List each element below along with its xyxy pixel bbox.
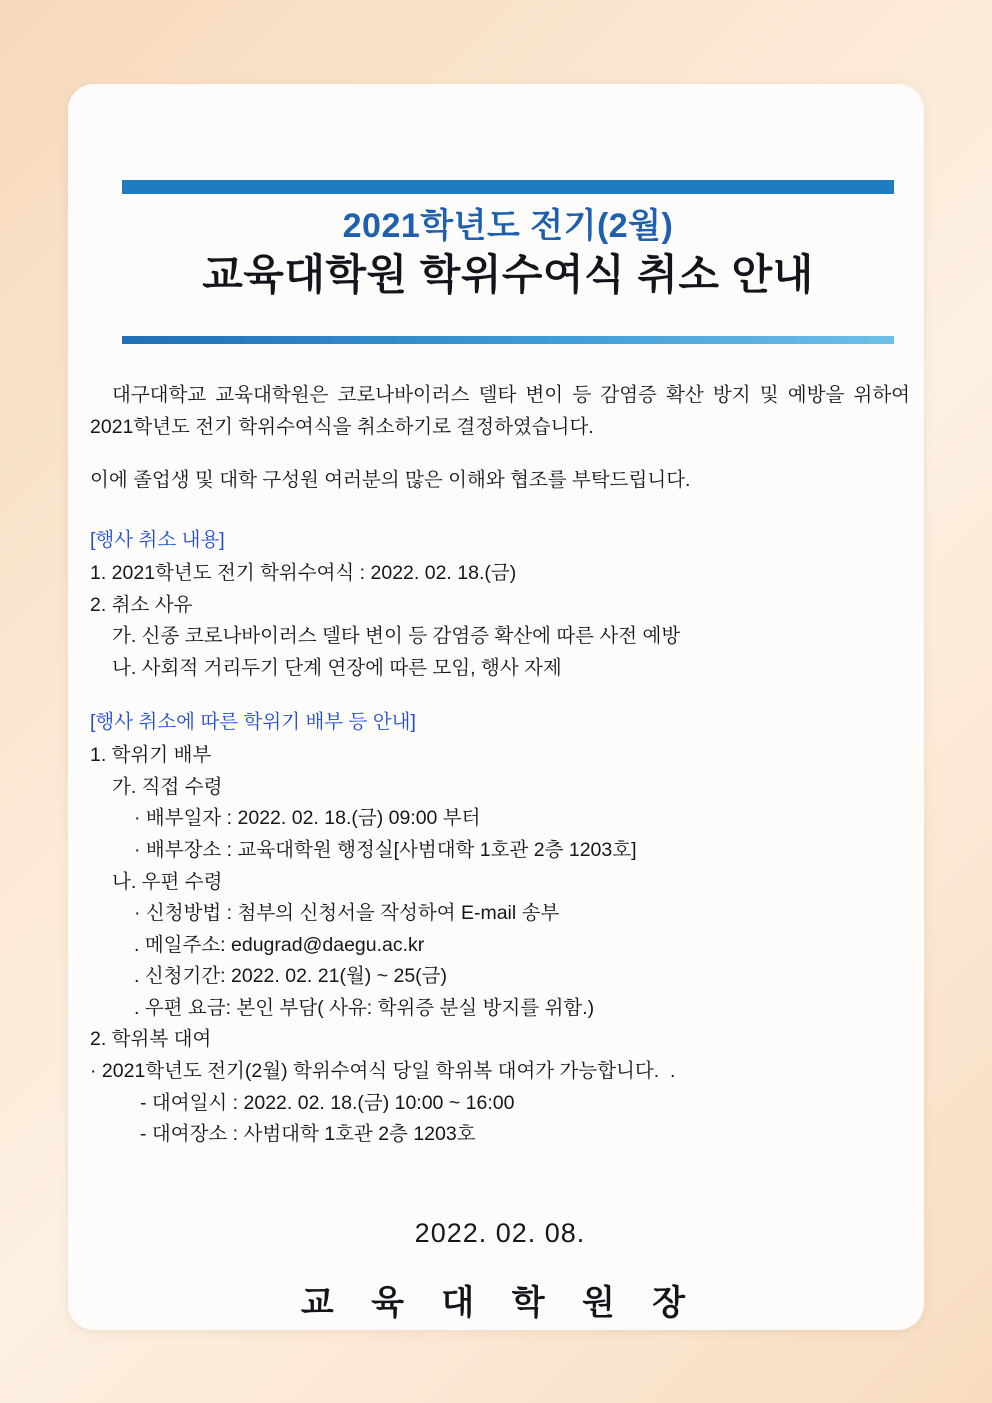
section-2-item-1a-2: · 배부장소 : 교육대학원 행정실[사범대학 1호관 2층 1203호] (134, 838, 637, 861)
section-2-item-1b-4: . 우편 요금: 본인 부담( 사유: 학위증 분실 방지를 위함.) (134, 996, 595, 1019)
section-2-heading: [행사 취소에 따른 학위기 배부 등 안내] (90, 710, 416, 733)
section-1-item-1: 1. 2021학년도 전기 학위수여식 : 2022. 02. 18.(금) (90, 562, 517, 585)
section-2-item-1a-1: · 배부일자 : 2022. 02. 18.(금) 09:00 부터 (134, 807, 481, 830)
section-2-item-1b: 나. 우편 수령 (112, 870, 223, 893)
title-bottom-rule (122, 336, 894, 344)
footer-signer: 교 육 대 학 원 장 (300, 1284, 700, 1322)
page-title-line1: 2021학년도 전기(2월) (342, 207, 674, 245)
section-2-item-2b: - 대여장소 : 사범대학 1호관 2층 1203호 (140, 1123, 476, 1146)
section-1-item-2b: 나. 사회적 거리두기 단계 연장에 따른 모임, 행사 자제 (112, 657, 562, 680)
spacer (90, 449, 910, 465)
title-block (122, 205, 894, 300)
spacer (90, 503, 910, 525)
section-2-item-2: 2. 학위복 대여 (90, 1028, 212, 1051)
section-2-item-1: 1. 학위기 배부 (90, 744, 212, 767)
intro-paragraph: 대구대학교 교육대학원은 코로나바이러스 델타 변이 등 감염증 확산 방지 및 예방을 위하여 2021학년도 전기 학위수여식을 취소하기로 결정하였습니다. (90, 384, 910, 438)
request-paragraph: 이에 졸업생 및 대학 구성원 여러분의 많은 이해와 협조를 부탁드립니다. (90, 469, 691, 492)
section-2-item-2a: - 대여일시 : 2022. 02. 18.(금) 10:00 ~ 16:00 (140, 1091, 515, 1114)
section-1-item-2: 2. 취소 사유 (90, 593, 193, 616)
footer-date: 2022. 02. 08. (414, 1218, 586, 1248)
section-1-heading: [행사 취소 내용] (90, 528, 225, 551)
spacer (90, 685, 910, 707)
section-2-item-2-note: · 2021학년도 전기(2월) 학위수여식 당일 학위복 대여가 가능합니다. . (90, 1059, 676, 1082)
document-body (90, 380, 910, 1151)
section-2-item-1a: 가. 직접 수령 (112, 775, 223, 798)
title-top-rule (122, 180, 894, 194)
section-2-item-1b-3: . 신청기간: 2022. 02. 21(월) ~ 25(금) (134, 965, 448, 988)
section-2-item-1b-2: . 메일주소: edugrad@daegu.ac.kr (134, 933, 425, 956)
section-1-item-2a: 가. 신종 코로나바이러스 델타 변이 등 감염증 확산에 따른 사전 예방 (112, 625, 681, 648)
section-2-item-1b-1: · 신청방법 : 첨부의 신청서을 작성하여 E-mail 송부 (134, 902, 560, 925)
page-title-line2: 교육대학원 학위수여식 취소 안내 (202, 250, 814, 298)
